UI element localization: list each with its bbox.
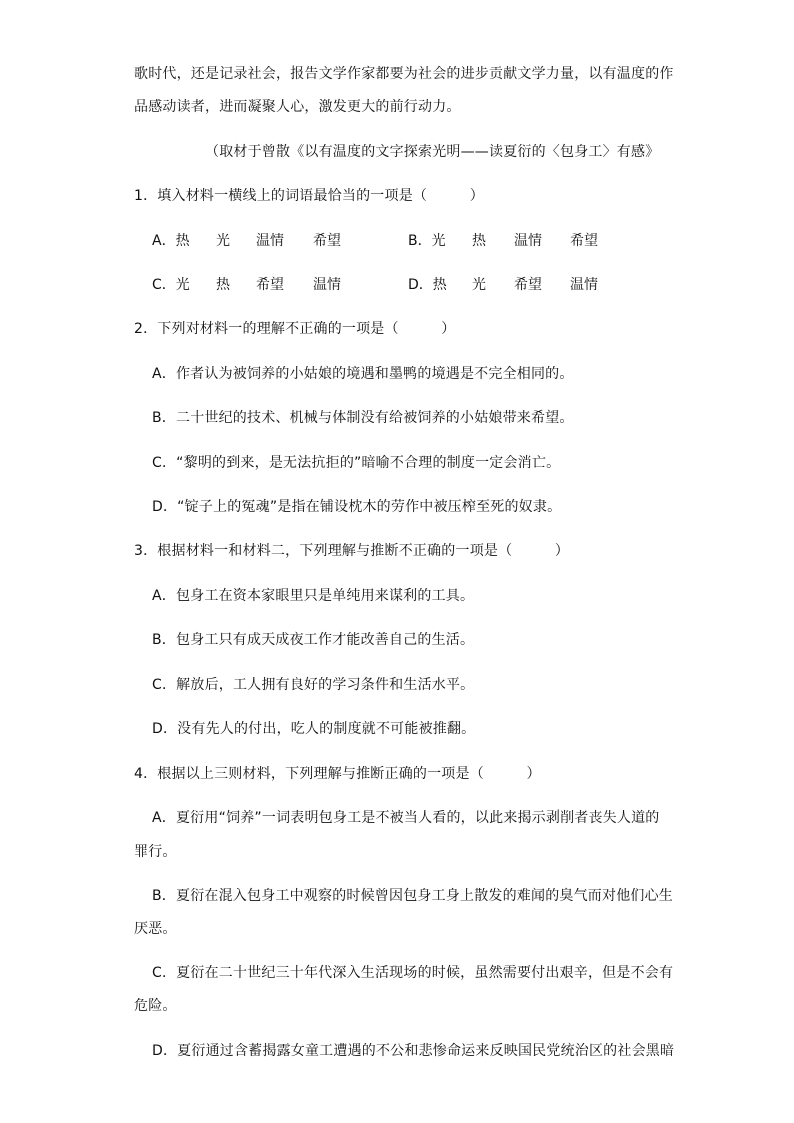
question-3-option-c: C．解放后，工人拥有良好的学习条件和生活水平。: [152, 677, 475, 693]
passage-source: （取材于曾散《以有温度的文字探索光明——读夏衍的〈包身工〉有感》: [205, 144, 660, 160]
question-1-options-row-1: [152, 231, 672, 251]
option-a: A．热: [152, 233, 190, 249]
option-b-word: 温情: [514, 233, 542, 249]
option-a-word: 光: [216, 233, 230, 249]
option-c-word: 希望: [256, 277, 284, 293]
question-4-option-a: A．夏衍用“饲养”一词表明包身工是不被当人看的，以此来揭示剥削者丧失人道的: [152, 810, 660, 826]
option-c: C．光: [152, 277, 190, 293]
question-3-option-d: D．没有先人的付出，吃人的制度就不可能被推翻。: [152, 721, 476, 737]
option-b: B．光: [408, 233, 446, 249]
question-2-stem: 2．下列对材料一的理解不正确的一项是（ ）: [134, 321, 456, 337]
passage-line: 歌时代，还是记录社会，报告文学作家都要为社会的进步贡献文学力量，以有温度的作: [134, 66, 674, 82]
question-2-option-c: C．“黎明的到来，是无法抗拒的”暗喻不合理的制度一定会消亡。: [152, 455, 561, 471]
question-4-option-c-cont: 危险。: [134, 998, 177, 1014]
question-3-option-b: B．包身工只有成天成夜工作才能改善自己的生活。: [152, 632, 475, 648]
option-d-word: 光: [472, 277, 486, 293]
question-4-option-d: D．夏衍通过含蓄揭露女童工遭遇的不公和悲惨命运来反映国民党统治区的社会黑暗: [152, 1043, 675, 1059]
question-2-option-a: A．作者认为被饲养的小姑娘的境遇和墨鸭的境遇是不完全相同的。: [152, 366, 574, 382]
question-3-stem: 3．根据材料一和材料二，下列理解与推断不正确的一项是（ ）: [134, 543, 570, 559]
option-b-word: 希望: [570, 233, 598, 249]
question-4-option-b-cont: 厌恶。: [134, 921, 177, 937]
option-c-word: 热: [216, 277, 230, 293]
question-2-option-b: B．二十世纪的技术、机械与体制没有给被饲养的小姑娘带来希望。: [152, 410, 574, 426]
option-d: D．热: [408, 277, 447, 293]
question-4-option-c: C．夏衍在二十世纪三十年代深入生活现场的时候，虽然需要付出艰辛，但是不会有: [152, 965, 674, 981]
question-3-option-a: A．包身工在资本家眼里只是单纯用来谋利的工具。: [152, 588, 475, 604]
question-4-option-a-cont: 罪行。: [134, 844, 177, 860]
question-1-stem: 1．填入材料一横线上的词语最恰当的一项是（ ）: [134, 188, 484, 204]
option-a-word: 温情: [256, 233, 284, 249]
option-c-word: 温情: [313, 277, 341, 293]
option-b-word: 热: [472, 233, 486, 249]
passage-line: 品感动读者，进而凝聚人心，激发更大的前行动力。: [134, 99, 461, 115]
question-2-option-d: D．“锭子上的冤魂”是指在铺设枕木的劳作中被压榨至死的奴隶。: [152, 499, 562, 515]
option-a-word: 希望: [313, 233, 341, 249]
option-d-word: 希望: [514, 277, 542, 293]
question-1-options-row-2: [152, 275, 672, 295]
option-d-word: 温情: [570, 277, 598, 293]
question-4-stem: 4．根据以上三则材料，下列理解与推断正确的一项是（ ）: [134, 766, 541, 782]
question-4-option-b: B．夏衍在混入包身工中观察的时候曾因包身工身上散发的难闻的臭气而对他们心生: [152, 888, 674, 904]
